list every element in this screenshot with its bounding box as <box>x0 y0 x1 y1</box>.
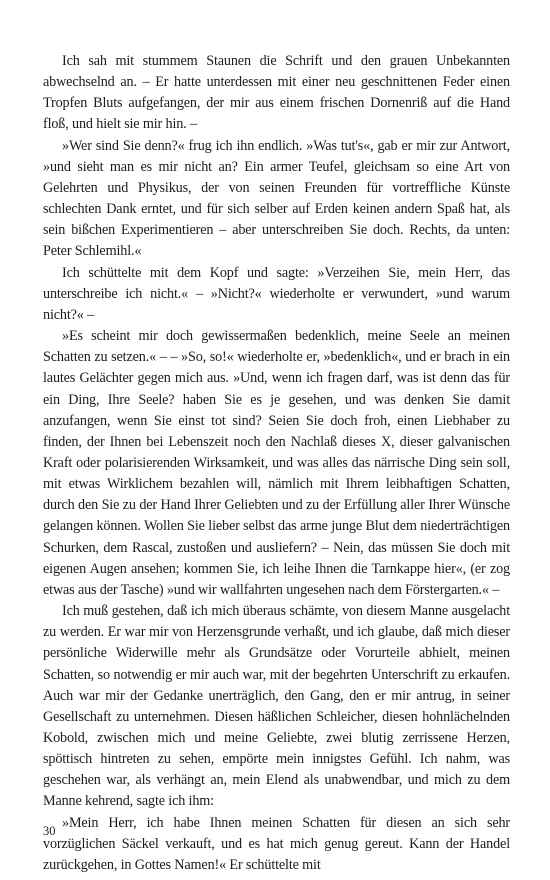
paragraph-2: »Wer sind Sie denn?« frug ich ihn endlich. »Was tut's«, gab er mir zur Antwort, »und sieht man es mir nicht an? Ein armer Teufel, gleichsam so eine Art von Gelehrten und Physikus, der von seinen Freunden für vortreffliche Künste schlechten Dank erntet, und für sich selber auf Erden keinen andern Spaß hat, als sein bißchen Experimentieren – aber unterschreiben Sie doch. Rechts, da unten: Peter Schlemihl.« <box>43 137 510 260</box>
paragraph-5: Ich muß gestehen, daß ich mich überaus schämte, von diesem Manne ausgelacht zu werden. Er war mir von Herzensgrunde verhaßt, und ich glaube, daß mich dieser persönliche Widerwille mehr als Grundsätze oder Vorurteile abhielt, meinen Schatten, so notwendig er mir auch war, mit der begehrten Unterschrift zu erkaufen. Auch war mir der Gedanke unerträglich, den Gang, den er mir antrug, in seiner Gesellschaft zu unternehmen. Diesen häßlichen Schleicher, diesen hohnlächelnden Kobold, zwischen mich und meine Geliebte, zwei blutig zerrissene Herzen, spöttisch hintreten zu sehen, empörte mein innigstes Gefühl. Ich nahm, was geschehen war, als verhängt an, mein Elend als unabwendbar, und mich zu dem Manne kehrend, sagte ich ihm: <box>43 603 510 810</box>
body-text <box>43 51 510 876</box>
paragraph-3: Ich schüttelte mit dem Kopf und sagte: »Verzeihen Sie, mein Herr, das unterschreibe ich nicht.« – »Nicht?« wiederholte er verwundert, »und warum nicht?« – <box>43 264 510 323</box>
page-number: 30 <box>43 824 56 838</box>
paragraph-4: »Es scheint mir doch gewissermaßen bedenklich, meine Seele an meinen Schatten zu setzen.« – – »So, so!« wiederholte er, »bedenklich«, und er brach in ein lautes Gelächter gegen mich aus. »Und, wenn ich fragen darf, was ist denn das für ein Ding, Ihre Seele? haben Sie es je gesehen, und was denken Sie damit anzufangen, wenn Sie einst tot sind? Seien Sie doch froh, einen Liebhaber zu finden, der Ihnen bei Lebenszeit noch den Nachlaß dieses X, dieser galvanischen Kraft oder polarisierenden Wirksamkeit, und was alles das närrische Ding sein soll, mit etwas Wirklichem bezahlen will, nämlich mit Ihrem leibhaftigen Schatten, durch den Sie zu der Hand Ihrer Geliebten und zu der Erfüllung aller Ihrer Wünsche gelangen können. Wollen Sie lieber selbst das arme junge Blut dem niederträchtigen Schurken, dem Rascal, zustoßen und ausliefern? – Nein, das müssen Sie doch mit eigenen Augen ansehen; kommen Sie, ich leihe Ihnen die Tarnkappe hier«, (er zog etwas aus der Tasche) »und wir wallfahrten ungesehen nach dem Förstergarten.« – <box>43 328 510 598</box>
paragraph-1: Ich sah mit stummem Staunen die Schrift und den grauen Unbekannten abwechselnd an. – Er hatte unterdessen mit einer neu geschnittenen Feder einen Tropfen Bluts aufgefangen, der mir aus einem frischen Dornenriß auf die Hand floß, und hielt sie mir hin. – <box>43 53 510 133</box>
paragraph-6: »Mein Herr, ich habe Ihnen meinen Schatten für diesen an sich sehr vorzüglichen Säckel verkauft, und es hat mich genug gereut. Kann der Handel zurückgehen, in Gottes Namen!« Er schüttelte mit <box>43 814 510 873</box>
